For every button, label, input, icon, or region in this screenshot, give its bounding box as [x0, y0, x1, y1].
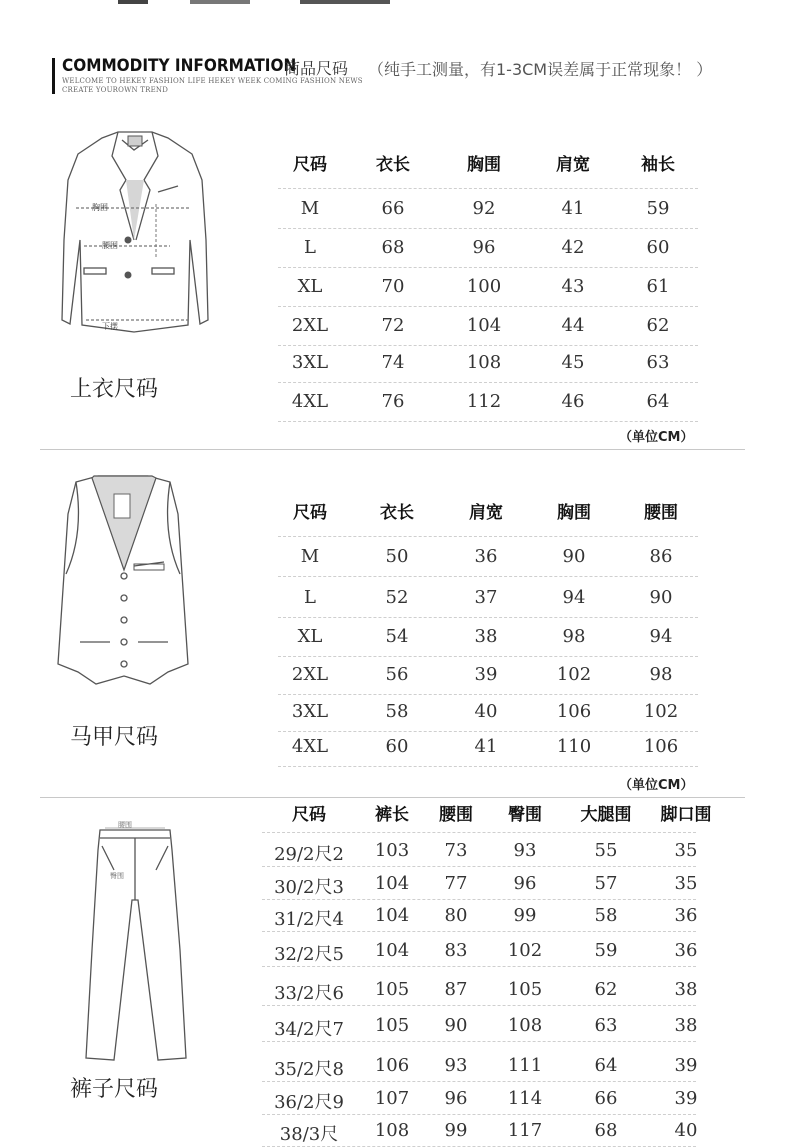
pants-table-cell: 117 — [507, 1120, 543, 1141]
header-title-en: COMMODITY INFORMATION — [62, 56, 297, 76]
pants-table-cell: 38/3尺 — [279, 1124, 339, 1145]
pants-table-cell: 104 — [374, 873, 410, 894]
pants-table-cell: 111 — [507, 1055, 543, 1076]
pants-row-rule — [262, 966, 696, 967]
vest-row-rule — [278, 694, 698, 695]
pants-table-cell: 68 — [594, 1120, 618, 1141]
header-note: （纯手工测量，有1-3CM误差属于正常现象！ ） — [368, 60, 713, 79]
pants-table-cell: 39 — [674, 1088, 698, 1109]
pants-table-cell: 73 — [444, 840, 468, 861]
pants-illustration — [80, 820, 190, 1065]
pants-table-cell: 80 — [444, 905, 468, 926]
pants-table-cell: 38 — [674, 1015, 698, 1036]
jacket-waist-label: 腰围 — [102, 241, 118, 250]
vest-table-cell: 94 — [649, 626, 673, 647]
vest-row-rule — [278, 617, 698, 618]
vest-table-cell: 36 — [474, 546, 498, 567]
vest-table-cell: 90 — [649, 587, 673, 608]
vest-header-cell: 肩宽 — [469, 503, 503, 523]
jacket-table-cell: 104 — [466, 315, 502, 336]
vest-table-cell: 94 — [562, 587, 586, 608]
header-subline-1: WELCOME TO HEKEY FASHION LIFE HEKEY WEEK COMING FASHION NEWS — [62, 77, 363, 85]
jacket-table-cell: 44 — [561, 315, 585, 336]
pants-table-cell: 103 — [374, 840, 410, 861]
jacket-illustration — [40, 120, 230, 355]
jacket-table-cell: 74 — [381, 352, 405, 373]
vest-table-cell: 4XL — [291, 736, 329, 757]
jacket-table-cell: 72 — [381, 315, 405, 336]
vest-section-label: 马甲尺码 — [70, 725, 159, 750]
pants-table-cell: 96 — [444, 1088, 468, 1109]
jacket-unit-label: （单位CM） — [619, 430, 694, 445]
vest-table-cell: 50 — [385, 546, 409, 567]
jacket-row-rule — [278, 228, 698, 229]
vest-header-rule — [278, 536, 698, 537]
jacket-header-rule — [278, 188, 698, 189]
pants-table-cell: 39 — [674, 1055, 698, 1076]
pants-table-cell: 36 — [674, 905, 698, 926]
vest-table-cell: 40 — [474, 701, 498, 722]
pants-table-cell: 59 — [594, 940, 618, 961]
jacket-table-cell: 62 — [646, 315, 670, 336]
vest-table-cell: 41 — [474, 736, 498, 757]
pants-table-cell: 57 — [594, 873, 618, 894]
jacket-table-cell: M — [300, 198, 320, 219]
jacket-table-cell: 96 — [472, 237, 496, 258]
vest-header-cell: 尺码 — [293, 503, 327, 523]
pants-table-cell: 30/2尺3 — [274, 877, 344, 898]
pants-table-cell: 90 — [444, 1015, 468, 1036]
pants-table-cell: 36 — [674, 940, 698, 961]
vest-table-cell: M — [300, 546, 320, 567]
jacket-table-cell: 61 — [646, 276, 670, 297]
jacket-table-cell: 64 — [646, 391, 670, 412]
pants-table-cell: 62 — [594, 979, 618, 1000]
vest-table-cell: L — [304, 587, 316, 608]
jacket-chest-label: 胸围 — [92, 203, 108, 212]
pants-table-cell: 96 — [513, 873, 537, 894]
header-subline-2: CREATE YOUROWN TREND — [62, 86, 169, 94]
vest-table-cell: 37 — [474, 587, 498, 608]
pants-table-cell: 93 — [444, 1055, 468, 1076]
pants-table-cell: 104 — [374, 940, 410, 961]
pants-table-cell: 108 — [374, 1120, 410, 1141]
pants-table-cell: 64 — [594, 1055, 618, 1076]
section-divider-2 — [40, 797, 745, 798]
jacket-table-cell: 42 — [561, 237, 585, 258]
pants-table-cell: 105 — [507, 979, 543, 1000]
pants-table-cell: 33/2尺6 — [274, 983, 344, 1004]
vest-table-cell: 54 — [385, 626, 409, 647]
vest-table-cell: 56 — [385, 664, 409, 685]
jacket-header-cell: 肩宽 — [556, 155, 590, 175]
pants-table-cell: 83 — [444, 940, 468, 961]
vest-table-cell: 102 — [643, 701, 679, 722]
vest-unit-label: （单位CM） — [619, 778, 694, 793]
pants-table-cell: 87 — [444, 979, 468, 1000]
pants-header-cell: 裤长 — [375, 805, 409, 825]
jacket-table-cell: 46 — [561, 391, 585, 412]
vest-table-cell: 38 — [474, 626, 498, 647]
jacket-table-cell: 45 — [561, 352, 585, 373]
vest-row-rule — [278, 576, 698, 577]
pants-section-label: 裤子尺码 — [70, 1077, 159, 1102]
pants-table-cell: 32/2尺5 — [274, 944, 344, 965]
vest-table-cell: 86 — [649, 546, 673, 567]
pants-table-cell: 105 — [374, 1015, 410, 1036]
pants-header-cell: 大腿围 — [580, 805, 632, 825]
jacket-table-cell: 63 — [646, 352, 670, 373]
pants-header-cell: 臀围 — [508, 805, 542, 825]
pants-table-cell: 58 — [594, 905, 618, 926]
pants-table-cell: 107 — [374, 1088, 410, 1109]
jacket-header-cell: 袖长 — [641, 155, 675, 175]
vest-row-rule — [278, 656, 698, 657]
jacket-header-cell: 尺码 — [293, 155, 327, 175]
pants-row-rule — [262, 866, 696, 867]
jacket-table-cell: 66 — [381, 198, 405, 219]
pants-table-cell: 35/2尺8 — [274, 1059, 344, 1080]
pants-header-rule — [262, 832, 696, 833]
jacket-row-rule — [278, 421, 698, 422]
jacket-section-label: 上衣尺码 — [70, 377, 159, 402]
pants-table-cell: 36/2尺9 — [274, 1092, 344, 1113]
jacket-table-cell: 3XL — [291, 352, 329, 373]
pants-header-cell: 腰围 — [439, 805, 473, 825]
pants-table-cell: 104 — [374, 905, 410, 926]
vest-table-cell: 98 — [649, 664, 673, 685]
vest-table-cell: 98 — [562, 626, 586, 647]
pants-table-cell: 102 — [507, 940, 543, 961]
pants-table-cell: 99 — [444, 1120, 468, 1141]
header-accent-bar — [52, 58, 55, 94]
header-title-cn: 商品尺码 — [284, 59, 349, 78]
pants-header-cell: 脚口围 — [660, 805, 712, 825]
vest-table-cell: 60 — [385, 736, 409, 757]
pants-row-rule — [262, 931, 696, 932]
jacket-hem-label: 下摆 — [102, 322, 118, 331]
pants-table-cell: 63 — [594, 1015, 618, 1036]
vest-header-cell: 腰围 — [644, 503, 678, 523]
vest-table-cell: 110 — [556, 736, 592, 757]
pants-table-cell: 31/2尺4 — [274, 909, 344, 930]
pants-table-cell: 55 — [594, 840, 618, 861]
pants-table-cell: 66 — [594, 1088, 618, 1109]
pants-table-cell: 105 — [374, 979, 410, 1000]
pants-row-rule — [262, 1081, 696, 1082]
vest-table-cell: 52 — [385, 587, 409, 608]
pants-table-cell: 106 — [374, 1055, 410, 1076]
jacket-table-cell: 92 — [472, 198, 496, 219]
jacket-table-cell: 70 — [381, 276, 405, 297]
pants-table-cell: 35 — [674, 873, 698, 894]
pants-table-cell: 35 — [674, 840, 698, 861]
pants-header-cell: 尺码 — [292, 805, 326, 825]
jacket-table-cell: 59 — [646, 198, 670, 219]
jacket-table-cell: 2XL — [291, 315, 329, 336]
pants-table-cell: 99 — [513, 905, 537, 926]
vest-table-cell: 106 — [643, 736, 679, 757]
jacket-table-cell: 43 — [561, 276, 585, 297]
pants-row-rule — [262, 899, 696, 900]
jacket-table-cell: 112 — [466, 391, 502, 412]
top-image-strip — [0, 0, 790, 4]
jacket-table-cell: 100 — [466, 276, 502, 297]
pants-row-rule — [262, 1041, 696, 1042]
pants-table-cell: 108 — [507, 1015, 543, 1036]
vest-table-cell: 58 — [385, 701, 409, 722]
jacket-table-cell: 4XL — [291, 391, 329, 412]
vest-header-cell: 胸围 — [557, 503, 591, 523]
vest-illustration — [48, 474, 198, 699]
section-divider — [40, 449, 745, 450]
vest-table-cell: XL — [297, 626, 323, 647]
pants-table-cell: 40 — [674, 1120, 698, 1141]
jacket-row-rule — [278, 382, 698, 383]
jacket-table-cell: 108 — [466, 352, 502, 373]
pants-table-cell: 114 — [507, 1088, 543, 1109]
jacket-row-rule — [278, 345, 698, 346]
jacket-row-rule — [278, 306, 698, 307]
pants-hip-label: 臀围 — [110, 872, 124, 880]
vest-table-cell: 102 — [556, 664, 592, 685]
vest-table-cell: 39 — [474, 664, 498, 685]
jacket-header-cell: 胸围 — [467, 155, 501, 175]
pants-table-cell: 29/2尺2 — [274, 844, 344, 865]
jacket-table-cell: 68 — [381, 237, 405, 258]
pants-table-cell: 77 — [444, 873, 468, 894]
pants-table-cell: 34/2尺7 — [274, 1019, 344, 1040]
pants-waist-label: 腰围 — [118, 821, 132, 829]
jacket-header-cell: 衣长 — [376, 155, 410, 175]
vest-table-cell: 106 — [556, 701, 592, 722]
jacket-table-cell: 41 — [561, 198, 585, 219]
jacket-row-rule — [278, 267, 698, 268]
vest-row-rule — [278, 731, 698, 732]
jacket-table-cell: XL — [297, 276, 323, 297]
pants-row-rule — [262, 1114, 696, 1115]
vest-table-cell: 90 — [562, 546, 586, 567]
jacket-table-cell: L — [304, 237, 316, 258]
pants-table-cell: 93 — [513, 840, 537, 861]
vest-header-cell: 衣长 — [380, 503, 414, 523]
jacket-table-cell: 60 — [646, 237, 670, 258]
pants-table-cell: 38 — [674, 979, 698, 1000]
jacket-table-cell: 76 — [381, 391, 405, 412]
pants-row-rule — [262, 1005, 696, 1006]
vest-row-rule — [278, 766, 698, 767]
vest-table-cell: 3XL — [291, 701, 329, 722]
vest-table-cell: 2XL — [291, 664, 329, 685]
